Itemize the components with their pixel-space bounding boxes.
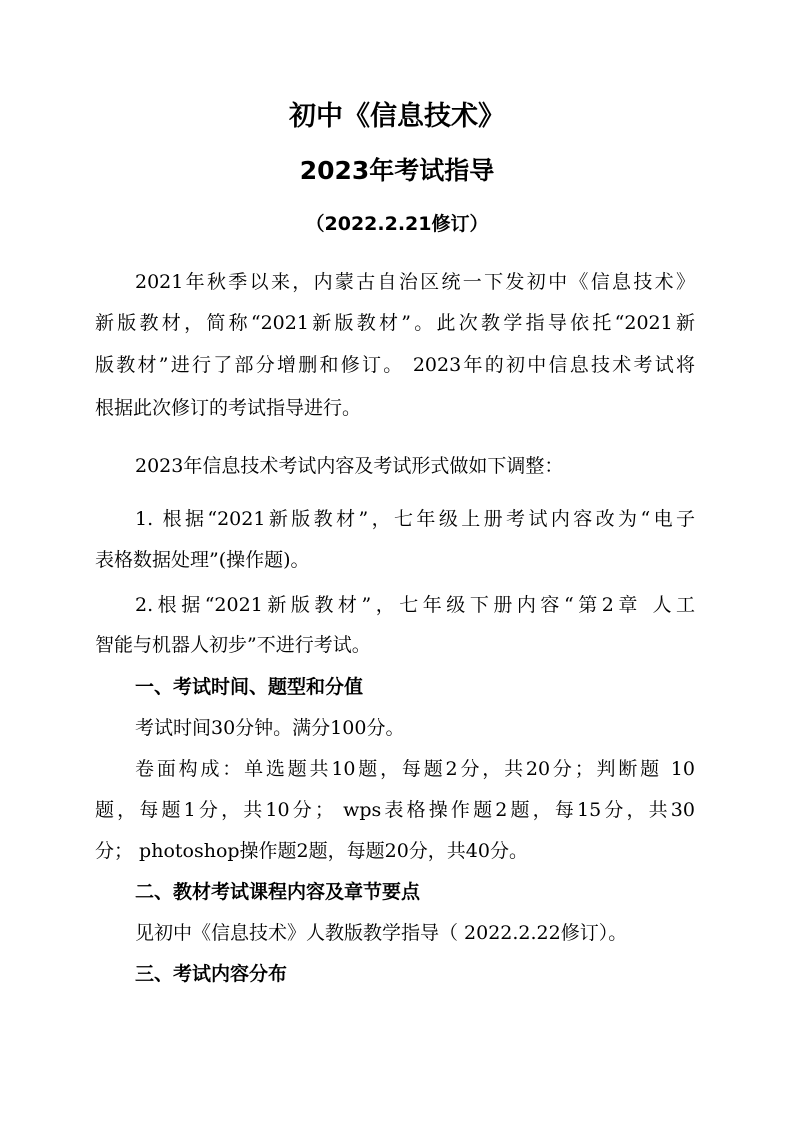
paper-line-2: 题，每题1分，共10分； wps表格操作题2题，每15分，共30 xyxy=(95,799,695,821)
revision-note: （2022.2.21修订） xyxy=(305,213,489,235)
exam-time-line: 考试时间30分钟。满分100分。 xyxy=(135,717,405,739)
adjust-intro: 2023年信息技术考试内容及考试形式做如下调整： xyxy=(135,455,564,477)
intro-line-3: 版教材”进行了部分增删和修订。 2023年的初中信息技术考试将 xyxy=(95,354,695,376)
item2-line-2: 智能与机器人初步”不进行考试。 xyxy=(95,634,371,656)
section1-heading: 一、考试时间、题型和分值 xyxy=(135,676,364,698)
section3-heading: 三、考试内容分布 xyxy=(135,963,288,985)
intro-line-4: 根据此次修订的考试指导进行。 xyxy=(95,397,362,419)
paper-line-1: 卷面构成：单选题共10题，每题2分，共20分；判断题 10 xyxy=(135,758,695,780)
section2-text: 见初中《信息技术》人教版教学指导（ 2022.2.22修订）。 xyxy=(135,922,628,944)
intro-line-2: 新版教材，简称“2021新版教材”。此次教学指导依托“2021新 xyxy=(95,312,695,334)
item2-line-1: 2.根据“2021新版教材”，七年级下册内容“第2章 人工 xyxy=(135,594,695,616)
item1-line-1: 1. 根据“2021新版教材”，七年级上册考试内容改为“电子 xyxy=(135,508,695,530)
paper-line-3: 分； photoshop操作题2题，每题20分，共40分。 xyxy=(95,840,528,862)
item1-line-2: 表格数据处理”(操作题)。 xyxy=(95,549,310,571)
document-title: 初中《信息技术》 xyxy=(289,101,505,132)
document-subtitle: 2023年考试指导 xyxy=(299,156,495,185)
section2-heading: 二、教材考试课程内容及章节要点 xyxy=(135,881,421,903)
intro-line-1: 2021年秋季以来，内蒙古自治区统一下发初中《信息技术》 xyxy=(135,271,695,293)
